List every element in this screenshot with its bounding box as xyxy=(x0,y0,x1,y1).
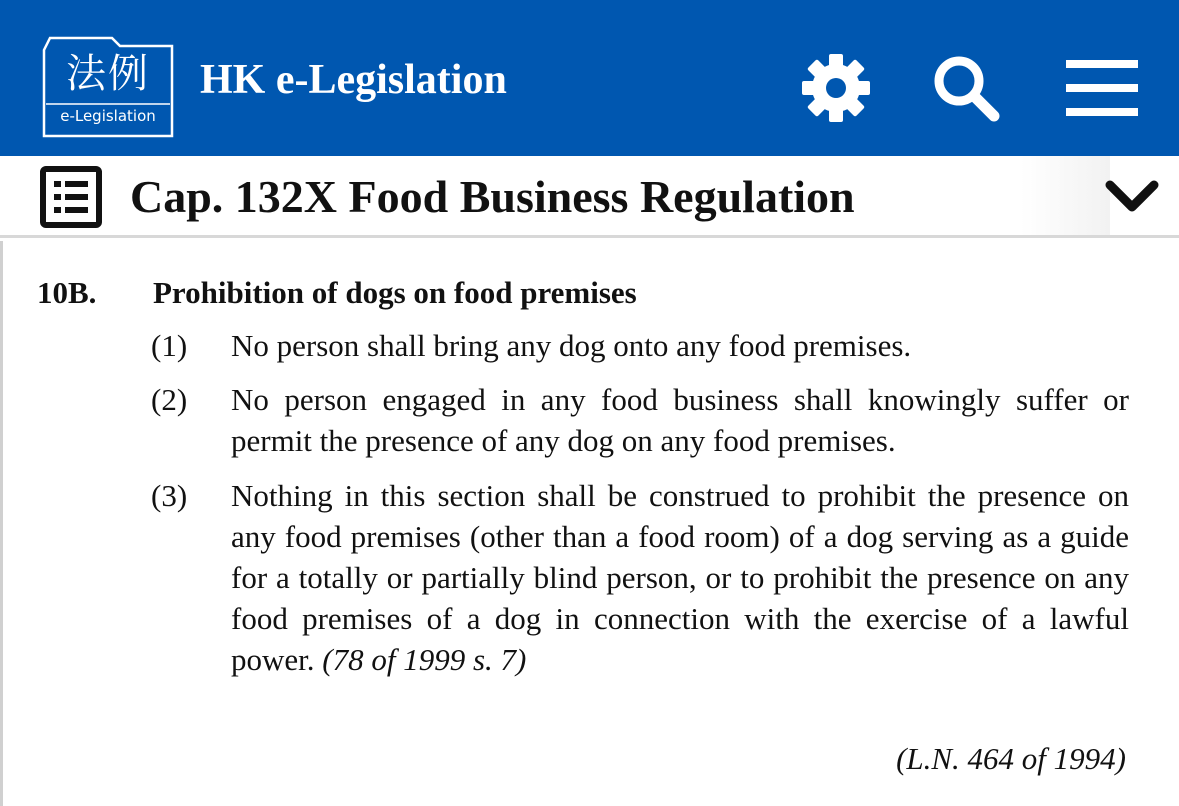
logo-chinese-text: 法例 xyxy=(66,51,150,97)
menu-button[interactable] xyxy=(1062,50,1142,126)
subsection-number: (3) xyxy=(151,478,188,513)
amendment-note[interactable]: (78 of 1999 s. 7) xyxy=(322,642,527,677)
header-bar xyxy=(0,0,1179,156)
subsection-text: No person shall bring any dog onto any food premises. xyxy=(231,328,912,363)
e-legislation-logo[interactable] xyxy=(42,36,174,138)
section-number: 10B. xyxy=(37,275,97,310)
subsection-text xyxy=(231,475,1129,680)
subsection-text: No person engaged in any food business shall knowingly suffer or permit the presence of any dog on any food premises. xyxy=(231,382,1129,458)
subsection-number: (1) xyxy=(151,328,188,363)
chapter-bar xyxy=(0,156,1179,238)
section-heading: Prohibition of dogs on food premises xyxy=(153,275,637,310)
legislation-content xyxy=(0,241,1179,806)
document-list-icon xyxy=(40,166,102,228)
subsection-number: (2) xyxy=(151,382,188,417)
hamburger-menu-icon xyxy=(1064,57,1140,119)
expand-button[interactable] xyxy=(1100,168,1164,226)
source-note[interactable]: (L.N. 464 of 1994) xyxy=(896,741,1126,776)
logo-subtitle: e-Legislation xyxy=(60,107,156,125)
app-title: HK e-Legislation xyxy=(200,57,507,103)
search-icon xyxy=(930,52,1002,124)
search-button[interactable] xyxy=(926,50,1006,126)
chapter-title: Cap. 132X Food Business Regulation xyxy=(130,171,855,222)
title-fade xyxy=(1020,156,1110,235)
gear-icon xyxy=(800,52,872,124)
table-of-contents-button[interactable] xyxy=(40,166,102,228)
chevron-down-icon xyxy=(1104,177,1160,217)
settings-button[interactable] xyxy=(796,50,876,126)
subsection-body: Nothing in this section shall be construed to prohibit the presence on any food premises (other than a food room) of a dog serving as a guide for a totally or partially blind person, or to prohibit the presence on any food premises of a dog in connection with the exercise of a lawful power. xyxy=(231,478,1129,677)
